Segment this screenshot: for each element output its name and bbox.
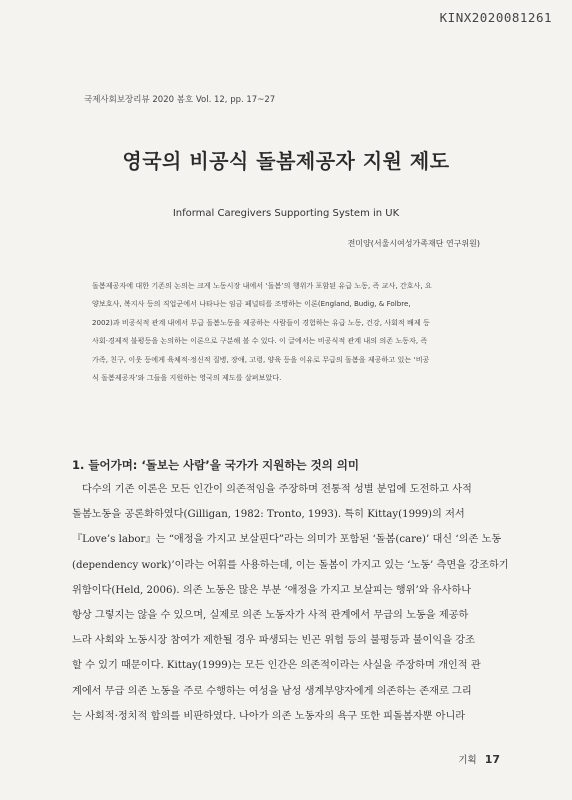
section-heading: 1. 들어가며: ‘돌보는 사람’을 국가가 지원하는 것의 의미 [72,458,360,472]
journal-reference: 국제사회보장리뷰 2020 봄호 Vol. 12, pp. 17~27 [84,95,276,105]
abstract-line: 2002)과 비공식적 관계 내에서 무급 돌봄노동을 제공하는 사람들이 경험하는 유급 노동, 건강, 사회적 배제 등 [92,317,430,327]
abstract-line: 사회·경제적 불평등을 논의하는 이론으로 구분해 볼 수 있다. 이 글에서는 비공식적 관계 내의 의존 노동자, 즉 [92,336,428,346]
page-footer [458,752,500,766]
article-title: 영국의 비공식 돌봄제공자 지원 제도 [122,149,450,173]
body-line: 위함이다(Held, 2006). 의존 노동은 많은 부분 ‘애정을 가지고 보살피는 행위’와 유사하나 [72,584,472,596]
body-line: 는 사회적·정치적 합의를 비판하였다. 나아가 의존 노동자의 욕구 또한 피돌봄자뿐 아니라 [72,710,466,722]
body-line: 할 수 있기 때문이다. Kittay(1999)는 모든 인간은 의존적이라는 사실을 주장하며 개인적 관 [72,660,481,672]
abstract-line: 가족, 친구, 이웃 등에게 육체적·정신적 질병, 장애, 고령, 양육 등을 이유로 무급의 돌봄을 제공하고 있는 ‘비공 [92,354,430,364]
document-id: KINX2020081261 [439,10,552,25]
body-line: 느라 사회와 노동시장 참여가 제한될 경우 파생되는 빈곤 위험 등의 불평등과 불이익을 강조 [72,635,475,647]
abstract-line: 양보호사, 복지사 등의 직업군에서 나타나는 임금 페널티를 조명하는 이론(England, Budig, & Folbre, [92,299,411,309]
body-line: 『Love’s labor』는 “애정을 가지고 보살핀다”라는 의미가 포함된 ‘돌봄(care)’ 대신 ‘의존 노동 [72,534,502,546]
article-subtitle: Informal Caregivers Supporting System in UK [172,208,400,219]
body-line: 돌봄노동을 공론화하였다(Gilligan, 1982: Tronto, 1993). 특히 Kittay(1999)의 저서 [72,509,465,521]
abstract [92,277,486,387]
body-line: 다수의 기존 이론은 모든 인간이 의존적임을 주장하며 전통적 성별 분업에 도전하고 사적 [82,484,472,495]
body-line: 계에서 무급 의존 노동을 주로 수행하는 여성을 남성 생계부양자에게 의존하는 존재로 그리 [72,685,472,697]
body-line: (dependency work)’이라는 어휘를 사용하는데, 이는 돌봄이 가지고 있는 ‘노동’ 측면을 강조하기 [72,559,509,571]
body-text [72,477,512,729]
abstract-line: 돌봄제공자에 대한 기존의 논의는 크게 노동시장 내에서 ‘돌봄’의 행위가 포함된 유급 노동, 즉 교사, 간호사, 요 [92,281,432,290]
page-number: 17 [484,753,500,766]
body-line: 항상 그렇지는 않을 수 있으며, 실제로 의존 노동자가 사적 관계에서 무급의 노동을 제공하 [72,609,469,621]
abstract-line: 식 돌봄제공자’와 그들을 지원하는 영국의 제도를 살펴보았다. [92,372,282,382]
footer-section-label: 기획 [458,755,477,766]
author-byline: 전미양(서울시여성가족재단 연구위원) [347,239,480,248]
